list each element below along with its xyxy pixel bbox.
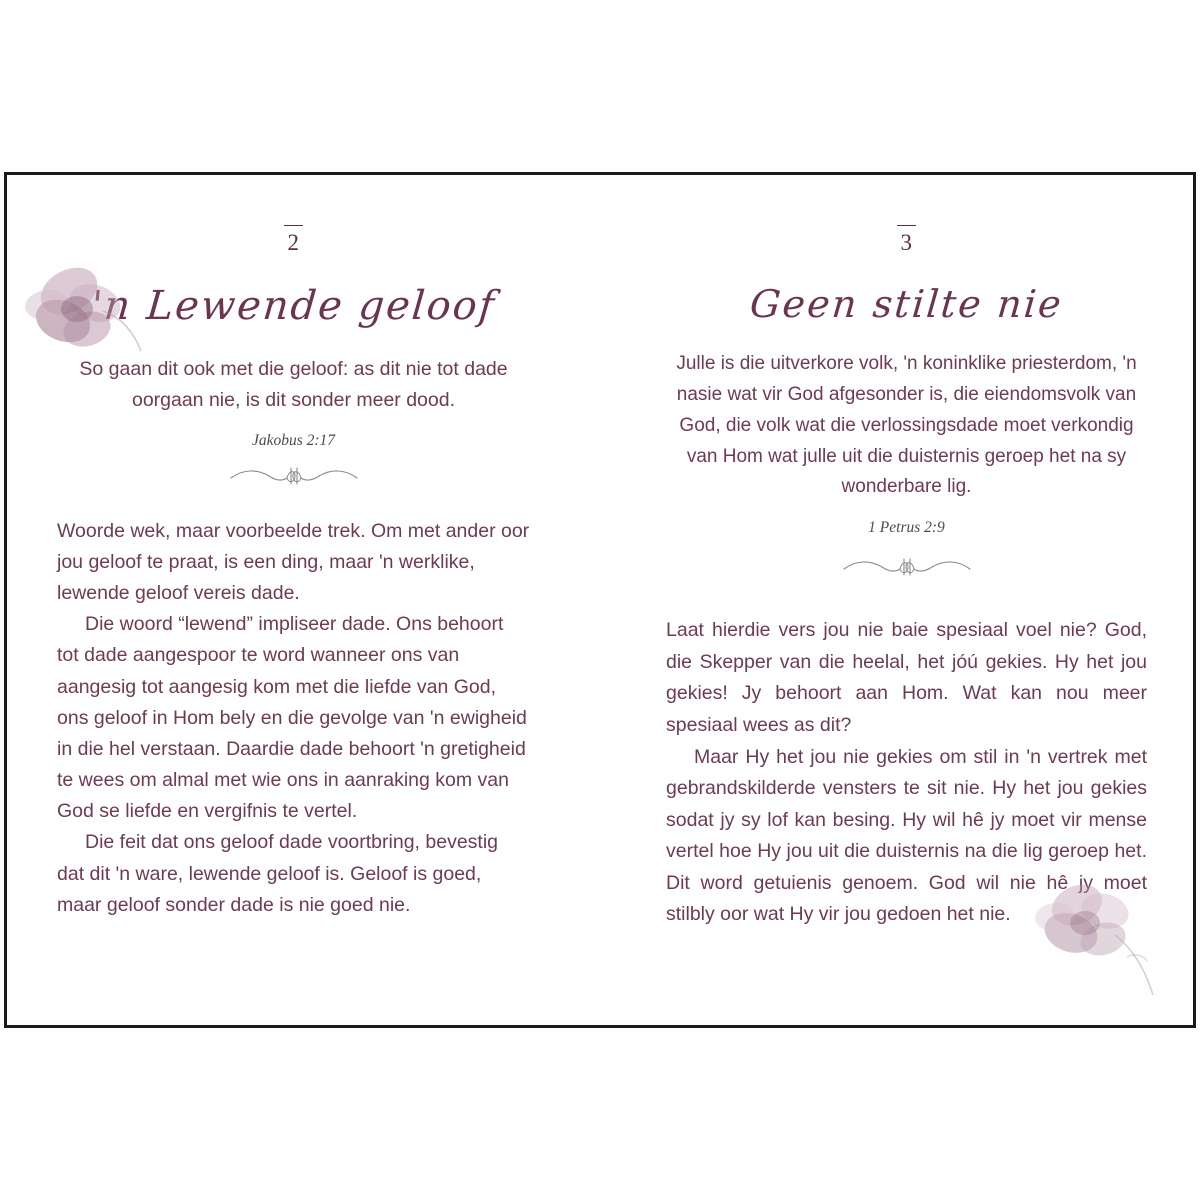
right-scripture-text: Julle is die uitverkore volk, 'n koninklike priesterdom, 'n nasie wat vir God afgesonder is, die eiendomsvolk van God, die volk wat die verlossingsdade moet verkondig van Hom wat julle uit die duisternis geroep het na sy wonderbare lig. <box>676 353 1137 498</box>
right-scripture-reference: 1 Petrus 2:9 <box>868 519 945 537</box>
book-spread <box>4 172 1196 1028</box>
decorative-swirl-icon <box>842 555 972 581</box>
left-page <box>7 175 600 1025</box>
left-scripture-text: So gaan dit ook met die geloof: as dit nie tot dade oorgaan nie, is dit sonder meer dood. <box>79 358 508 411</box>
left-chapter-number-value: 2 <box>287 230 300 255</box>
left-chapter-title: 'n Lewende geloof <box>89 283 498 329</box>
chapter-number-rule <box>897 225 916 226</box>
right-chapter-number <box>666 225 1147 254</box>
right-page <box>600 175 1193 1025</box>
right-body-copy <box>666 615 1147 931</box>
spread-pages <box>7 175 1193 1025</box>
right-chapter-number-value: 3 <box>900 230 913 255</box>
decorative-swirl-icon <box>229 464 359 490</box>
chapter-number-rule <box>284 225 303 226</box>
right-chapter-title: Geen stilte nie <box>748 282 1065 326</box>
right-paragraph-1: Laat hierdie vers jou nie baie spesiaal voel nie? God, die Skepper van die heelal, het jóú gekies. Hy het jou gekies! Jy behoort aan Hom. Wat kan nou meer spesiaal wees as dit? <box>666 619 1147 736</box>
left-chapter-number <box>57 225 530 254</box>
left-paragraph-2: Die woord “lewend” impliseer dade. Ons behoort tot dade aangespoor te word wanneer ons van aangesig tot aangesig kom met die liefde van God, ons geloof in Hom bely en die gevolge van 'n ewigheid in die hel verstaan. Daardie dade behoort 'n gretigheid te wees om almal met wie ons in aanraking kom van God se liefde en vergifnis te vertel. <box>57 613 527 823</box>
left-scripture-reference: Jakobus 2:17 <box>251 431 336 449</box>
left-body-copy <box>57 516 530 921</box>
left-paragraph-3: Die feit dat ons geloof dade voortbring, bevestig dat dit 'n ware, lewende geloof is. Geloof is goed, maar geloof sonder dade is nie goed nie. <box>57 831 499 916</box>
right-paragraph-2: Maar Hy het jou nie gekies om stil in 'n vertrek met gebrandskilderde vensters te sit nie. Hy het jou gekies sodat jy sy lof kan besing. Hy wil hê jy moet vir mense vertel hoe Hy jou uit die duisternis na die lig geroep het. Dit word getuienis genoem. God wil nie hê jy moet stilbly oor wat Hy vir jou gedoen het nie. <box>666 745 1147 926</box>
left-paragraph-1: Woorde wek, maar voorbeelde trek. Om met ander oor jou geloof te praat, is een ding, maar 'n werklike, lewende geloof vereis dade. <box>57 519 530 604</box>
